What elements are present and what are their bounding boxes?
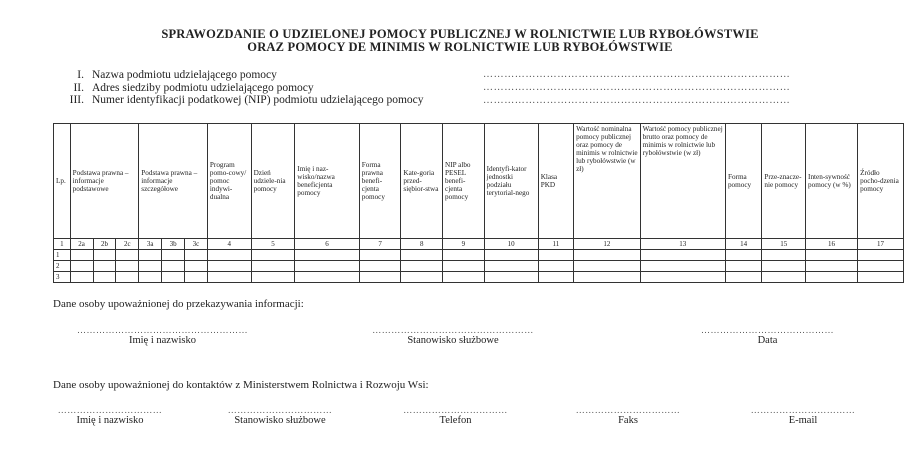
table-row[interactable] <box>54 250 904 261</box>
field-number: I. <box>77 69 84 81</box>
column-number: 1 <box>54 239 71 250</box>
signature-contact-name <box>55 405 165 426</box>
field-label-nip: Numer identyfikacji podatkowej (NIP) podmiotu udzielającego pomocy <box>92 94 424 106</box>
signature-line[interactable]: …………………………… <box>227 405 333 415</box>
signature-contact-email <box>748 405 858 426</box>
table-header-row <box>54 124 904 239</box>
section-contact-label: Dane osoby upoważnionej do kontaktów z Ministerstwem Rolnictwa i Rozwoju Wsi: <box>53 379 429 391</box>
header-lp: Lp. <box>54 124 71 239</box>
column-number: 13 <box>640 239 725 250</box>
signature-label: Data <box>757 335 778 346</box>
signature-label: Stanowisko służbowe <box>407 335 499 346</box>
column-number: 10 <box>484 239 538 250</box>
signature-label: Faks <box>618 415 638 426</box>
signature-line[interactable]: …………………………… <box>403 405 508 415</box>
column-number: 17 <box>858 239 904 250</box>
row-number: 2 <box>54 261 71 272</box>
header-legal-basis-detailed: Podstawa prawna – informacje szczegółowe <box>139 124 208 239</box>
column-number: 7 <box>359 239 401 250</box>
field-number: II. <box>73 81 84 94</box>
signature-line[interactable]: ……………………………………………… <box>77 325 248 335</box>
header-category: Kate-goria przed-siębior-stwa <box>401 124 443 239</box>
field-name-row <box>62 69 424 82</box>
signature-line[interactable]: …………………………………… <box>701 325 834 335</box>
column-number: 4 <box>207 239 251 250</box>
signature-reporter-position <box>368 325 538 346</box>
field-address-value[interactable]: …………………………………………………………………………… <box>483 82 791 93</box>
header-nominal-value: Wartość nominalna pomocy publicznej oraz pomocy de minimis w rolnictwie lub rybołówstwie (w zł) <box>574 124 641 239</box>
title-line-2: ORAZ POMOCY DE MINIMIS W ROLNICTWIE LUB RYBOŁÓWSTWIE <box>247 40 673 54</box>
field-name-value[interactable]: …………………………………………………………………………… <box>483 69 791 80</box>
field-address-row <box>62 82 424 95</box>
field-label-name: Nazwa podmiotu udzielającego pomocy <box>92 69 277 81</box>
column-number: 8 <box>401 239 443 250</box>
column-number: 12 <box>574 239 641 250</box>
signature-label: Imię i nazwisko <box>76 415 144 426</box>
header-grant-date: Dzień udziele-nia pomocy <box>251 124 295 239</box>
header-aid-source: Źródło pocho-dzenia pomocy <box>858 124 904 239</box>
title-line-1: SPRAWOZDANIE O UDZIELONEJ POMOCY PUBLICZNEJ W ROLNICTWIE LUB RYBOŁÓWSTWIE <box>161 27 759 41</box>
header-aid-purpose: Prze-znacze-nie pomocy <box>762 124 806 239</box>
header-aid-form: Forma pomocy <box>725 124 761 239</box>
header-nip-pesel: NIP albo PESEL benefi-cjenta pomocy <box>443 124 485 239</box>
signature-line[interactable]: …………………………… <box>57 405 163 415</box>
column-number: 6 <box>295 239 360 250</box>
document-title <box>0 28 920 54</box>
signature-line[interactable]: …………………………………………… <box>372 325 534 335</box>
signature-label: Telefon <box>439 415 472 426</box>
column-number: 16 <box>806 239 858 250</box>
column-number-row <box>54 239 904 250</box>
field-label-address: Adres siedziby podmiotu udzielającego pomocy <box>92 81 314 94</box>
signature-label: E-mail <box>788 415 818 426</box>
header-gross-value: Wartość pomocy publicznej brutto oraz pomocy de minimis w rolnictwie lub rybołówstwie (w zł) <box>640 124 725 239</box>
signature-line[interactable]: …………………………… <box>750 405 856 415</box>
signature-contact-fax <box>573 405 683 426</box>
column-number: 3c <box>185 239 208 250</box>
signature-reporter-name <box>55 325 270 346</box>
field-nip-value[interactable]: …………………………………………………………………………… <box>483 95 791 106</box>
header-territorial-id: Identyfi-kator jednostki podziału terytorial-nego <box>484 124 538 239</box>
signature-label: Imię i nazwisko <box>128 335 197 346</box>
row-number: 3 <box>54 272 71 283</box>
header-intensity: Inten-sywność pomocy (w %) <box>806 124 858 239</box>
column-number: 2c <box>116 239 139 250</box>
signature-reporter-date <box>690 325 845 346</box>
row-number: 1 <box>54 250 71 261</box>
section-reporter-label: Dane osoby upoważnionej do przekazywania informacji: <box>53 298 304 310</box>
header-program: Program pomo-cowy/ pomoc indywi-dualna <box>207 124 251 239</box>
column-number: 9 <box>443 239 485 250</box>
provider-fields <box>62 69 424 107</box>
header-legal-form: Forma prawna benefi-cjenta pomocy <box>359 124 401 239</box>
signature-contact-position <box>220 405 340 426</box>
column-number: 5 <box>251 239 295 250</box>
table-row[interactable] <box>54 272 904 283</box>
header-pkd: Klasa PKD <box>538 124 573 239</box>
column-number: 11 <box>538 239 573 250</box>
column-number: 15 <box>762 239 806 250</box>
signature-line[interactable]: …………………………… <box>575 405 681 415</box>
column-number: 3a <box>139 239 162 250</box>
signature-contact-phone <box>398 405 513 426</box>
column-number: 14 <box>725 239 761 250</box>
column-number: 2b <box>93 239 116 250</box>
column-number: 2a <box>70 239 93 250</box>
aid-report-table <box>53 123 904 283</box>
field-number: III. <box>69 94 84 106</box>
signature-label: Stanowisko służbowe <box>234 415 326 426</box>
header-legal-basis-basic: Podstawa prawna – informacje podstawowe <box>70 124 139 239</box>
table-row[interactable] <box>54 261 904 272</box>
column-number: 3b <box>162 239 185 250</box>
header-beneficiary-name: Imię i naz-wisko/nazwa beneficjenta pomocy <box>295 124 360 239</box>
field-nip-row <box>62 94 424 107</box>
